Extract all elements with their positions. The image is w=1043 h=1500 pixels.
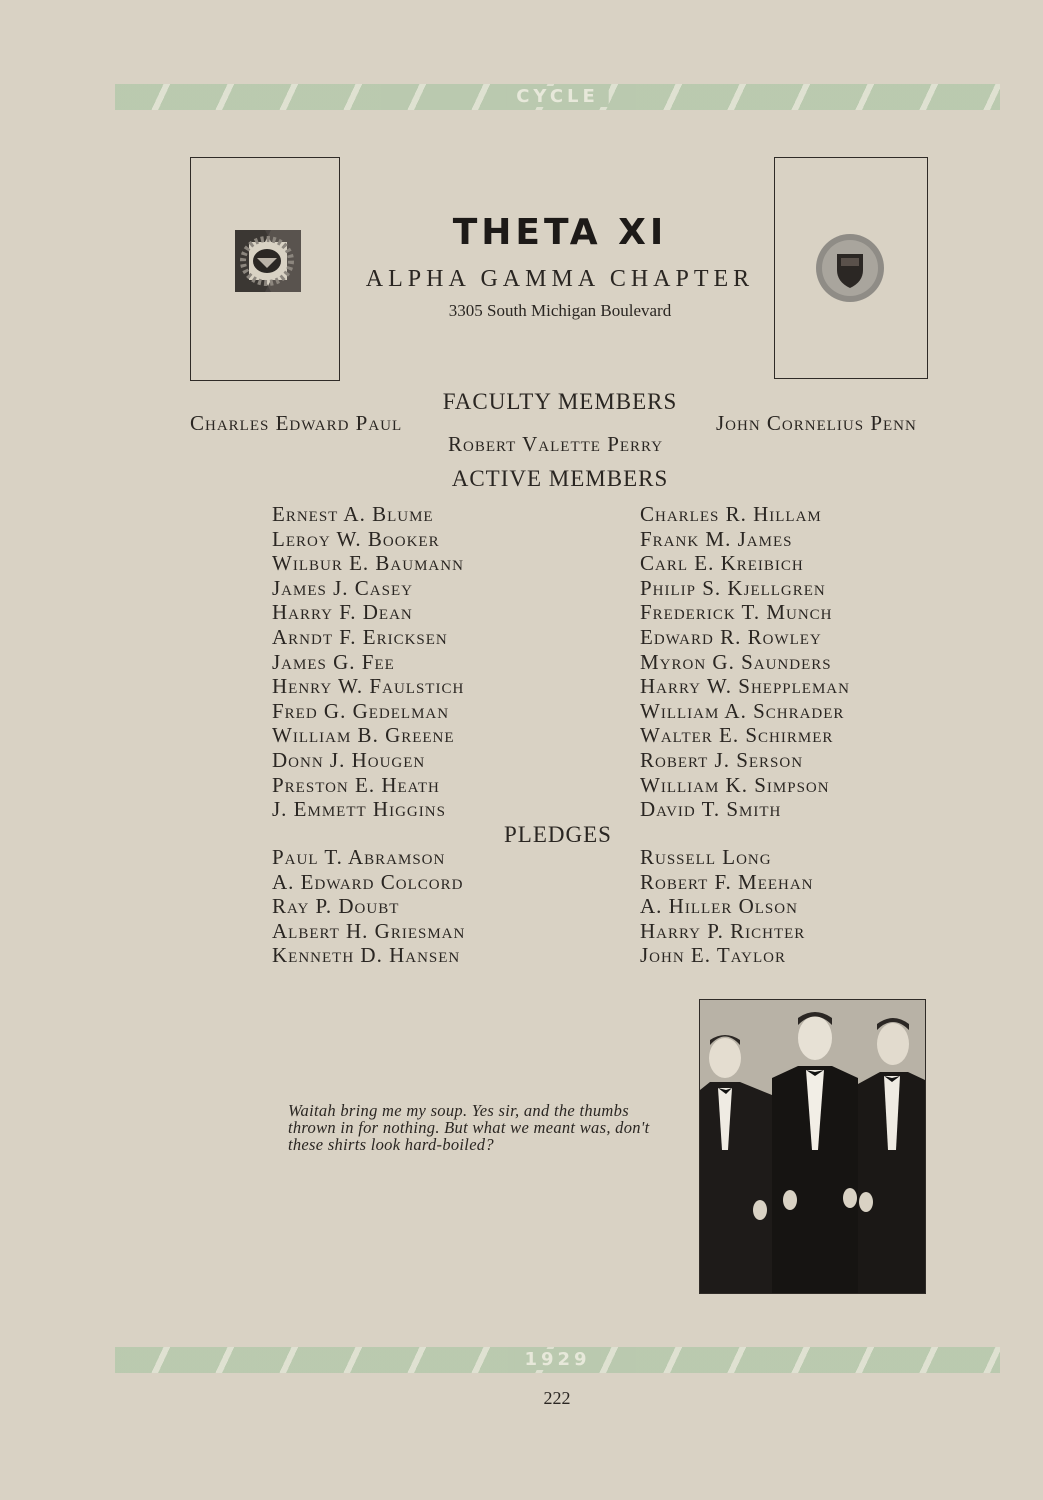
- faculty-heading: FACULTY MEMBERS: [442, 389, 678, 414]
- pledge-name: Kenneth D. Hansen: [272, 943, 461, 968]
- crest-icon: [775, 158, 927, 378]
- pledge-name: John E. Taylor: [640, 943, 786, 968]
- pledge-name: A. Hiller Olson: [640, 894, 798, 919]
- member-name: J. Emmett Higgins: [272, 797, 446, 822]
- member-name: Frederick T. Munch: [640, 600, 833, 625]
- member-name: Frank M. James: [640, 526, 793, 551]
- footer-ornament-band: [115, 1347, 1000, 1373]
- active-members-left-column: [272, 502, 464, 822]
- faculty-member-center: Robert Valette Perry: [448, 432, 664, 456]
- member-name: David T. Smith: [640, 797, 782, 822]
- group-photo: [699, 999, 926, 1294]
- member-name: Leroy W. Booker: [272, 526, 440, 551]
- chapter-name: ALPHA GAMMA CHAPTER: [365, 266, 755, 292]
- chapter-address: 3305 South Michigan Boulevard: [448, 301, 672, 320]
- member-name: Arndt F. Ericksen: [272, 624, 448, 649]
- active-heading: ACTIVE MEMBERS: [451, 466, 669, 491]
- member-name: Myron G. Saunders: [640, 649, 832, 674]
- footer-band-label: 1929: [514, 1349, 600, 1370]
- header-band-label: CYCLE: [506, 86, 609, 107]
- fraternity-pin-icon: [191, 158, 339, 380]
- member-name: Harry W. Sheppleman: [640, 674, 850, 699]
- member-name: Edward R. Rowley: [640, 624, 822, 649]
- pledge-name: Robert F. Meehan: [640, 869, 814, 894]
- pledge-name: A. Edward Colcord: [272, 869, 464, 894]
- crest-image-frame: [774, 157, 928, 379]
- member-name: Preston E. Heath: [272, 772, 440, 797]
- member-name: Philip S. Kjellgren: [640, 575, 826, 600]
- member-name: William B. Greene: [272, 723, 455, 748]
- pledge-name: Ray P. Doubt: [272, 894, 400, 919]
- faculty-member-right: John Cornelius Penn: [716, 411, 917, 435]
- pledge-name: Paul T. Abramson: [272, 845, 446, 869]
- member-name: Walter E. Schirmer: [640, 723, 834, 748]
- pledges-left-column: [272, 845, 465, 968]
- page-title: THETA XI: [452, 212, 668, 253]
- member-name: William A. Schrader: [640, 698, 845, 723]
- member-name: Donn J. Hougen: [272, 747, 426, 772]
- member-name: Fred G. Gedelman: [272, 698, 450, 723]
- pledges-right-column: [640, 845, 814, 968]
- photo-caption: Waitah bring me my soup. Yes sir, and the thumbs thrown in for nothing. But what we meant was, don't these shirts look hard-boiled?: [288, 1101, 650, 1154]
- pledge-name: Albert H. Griesman: [272, 918, 466, 943]
- pledge-name: Russell Long: [640, 845, 772, 869]
- member-name: Carl E. Kreibich: [640, 551, 804, 576]
- member-name: Harry F. Dean: [272, 600, 413, 625]
- member-name: William K. Simpson: [640, 772, 830, 797]
- header-ornament-band: [115, 84, 1000, 110]
- member-name: James G. Fee: [272, 649, 395, 674]
- member-name: Wilbur E. Baumann: [272, 551, 464, 576]
- faculty-member-left: Charles Edward Paul: [190, 411, 403, 435]
- active-members-right-column: [640, 502, 850, 822]
- pledges-heading: PLEDGES: [504, 822, 612, 847]
- member-name: James J. Casey: [272, 575, 413, 600]
- member-name: Ernest A. Blume: [272, 502, 434, 526]
- pledge-name: Harry P. Richter: [640, 918, 806, 943]
- pin-image-frame: [190, 157, 340, 381]
- member-name: Charles R. Hillam: [640, 502, 822, 526]
- three-men-in-tuxedos-photo: [700, 1000, 925, 1293]
- page-number: 222: [543, 1388, 571, 1408]
- member-name: Robert J. Serson: [640, 747, 804, 772]
- member-name: Henry W. Faulstich: [272, 674, 465, 699]
